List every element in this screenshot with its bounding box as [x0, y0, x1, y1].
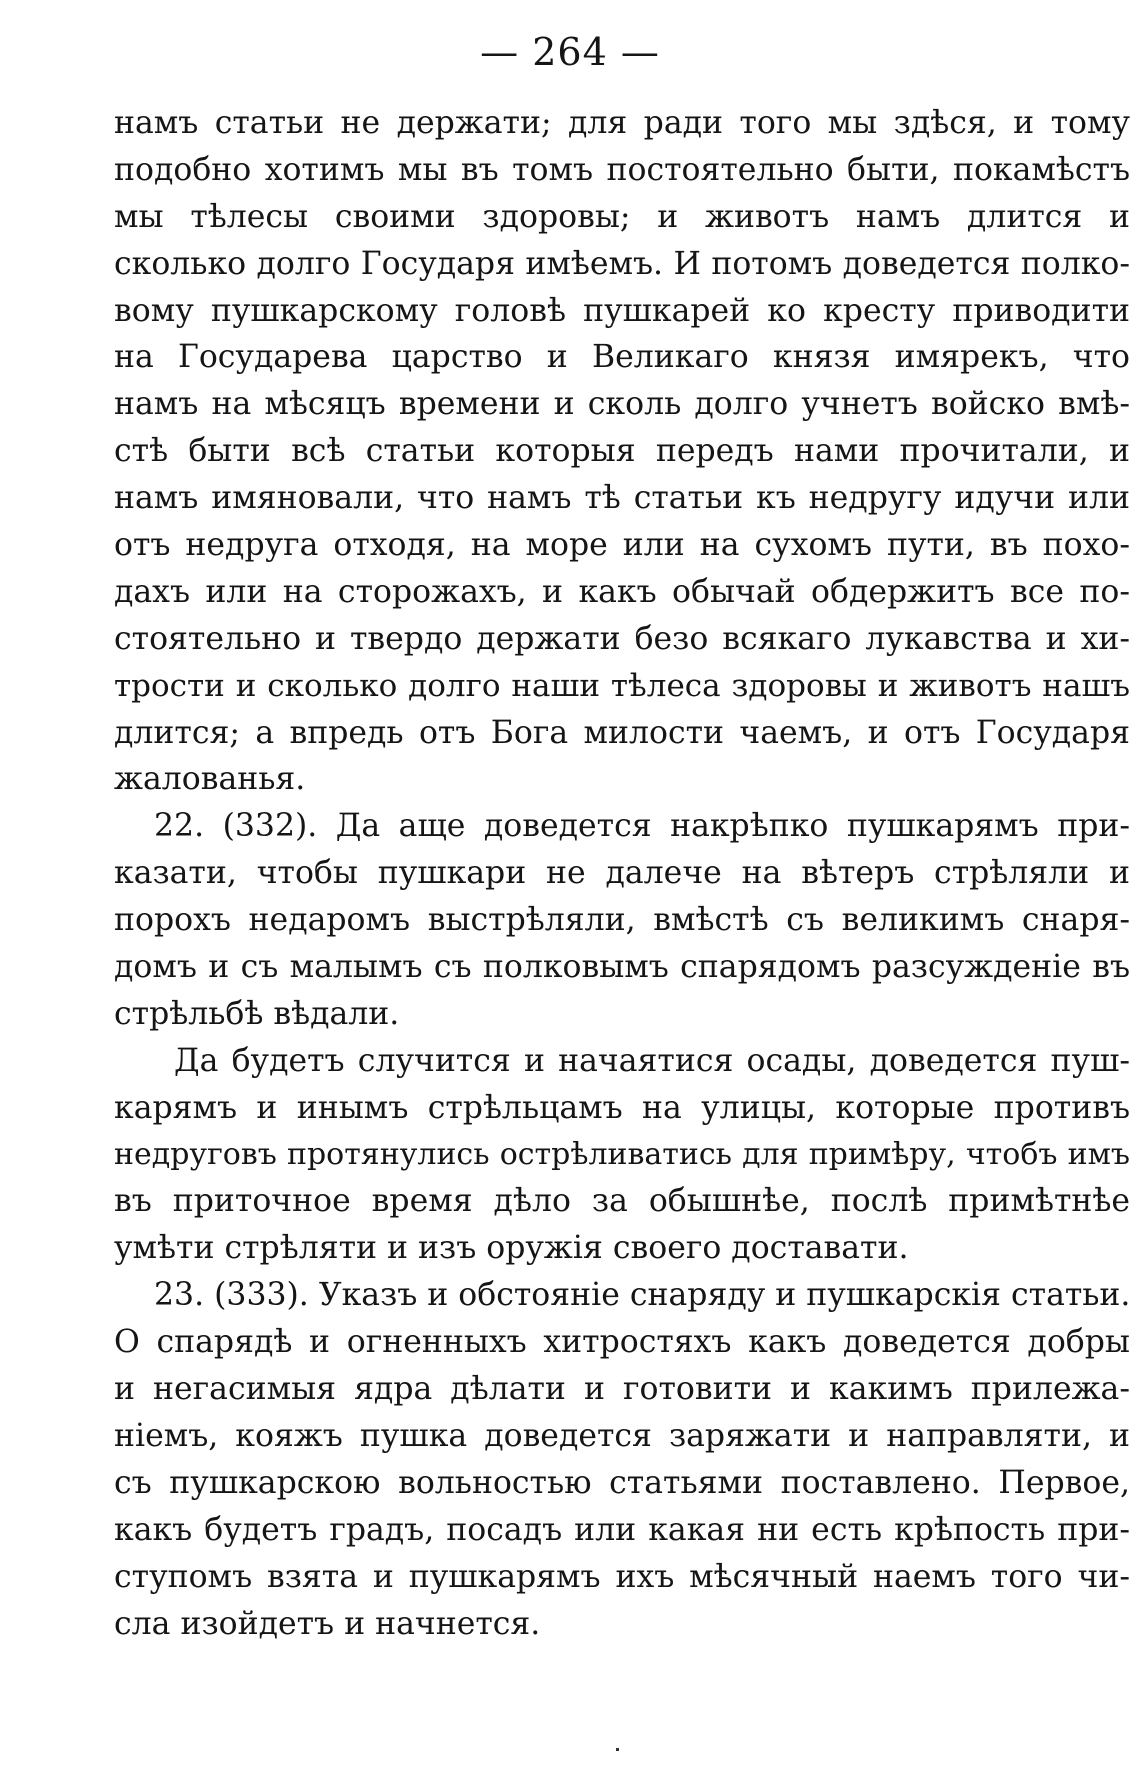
text-line: подобно хотимъ мы въ томъ постоятельно быти, покамѣстъ	[114, 151, 1130, 188]
text-line: намъ имяновали, что намъ тѣ статьи къ недругу идучи или	[114, 480, 1130, 517]
text-line: сла изойдетъ и начнется.	[114, 1605, 541, 1642]
text-line: намъ на мѣсяцъ времени и сколь долго учнетъ войско вмѣ-	[114, 386, 1130, 423]
text-line: ніемъ, кояжъ пушка доведется заряжати и направляти, и	[114, 1417, 1130, 1454]
text-line: О спарядѣ и огненныхъ хитростяхъ какъ доведется добры	[114, 1324, 1130, 1361]
text-line: вому пушкарскому головѣ пушкарей ко кресту приводити	[114, 292, 1130, 329]
text-line: и негасимыя ядра дѣлати и готовити и какимъ прилежа-	[114, 1371, 1130, 1408]
text-line: намъ статьи не держати; для ради того мы здѣся, и тому	[114, 105, 1130, 141]
text-line: карямъ и инымъ стрѣльцамъ на улицы, которые противъ	[114, 1089, 1130, 1126]
text-line: сколько долго Государя имѣемъ. И потомъ доведется полко-	[114, 245, 1130, 282]
text-line: домъ и съ малымъ съ полковымъ спарядомъ разсужденіе въ	[114, 949, 1130, 986]
body-text	[114, 100, 1130, 1647]
text-line: Да будетъ случится и начаятися осады, доведется пуш-	[174, 1042, 1130, 1079]
text-line: на Государева царство и Великаго князя имярекъ, что	[114, 339, 1130, 376]
text-line: трости и сколько долго наши тѣлеса здоровы и животъ нашъ	[114, 667, 1130, 704]
text-line: мы тѣлесы своими здоровы; и животъ намъ длится и	[114, 198, 1130, 235]
print-speck	[616, 1748, 619, 1751]
text-line: стоятельно и твердо держати безо всякаго лукавства и хи-	[114, 620, 1130, 657]
text-line: въ приточное время дѣло за обышнѣе, послѣ примѣтнѣе	[114, 1183, 1130, 1220]
text-line: какъ будетъ градъ, посадъ или какая ни есть крѣпость при-	[114, 1511, 1130, 1548]
text-line: стрѣльбѣ вѣдали.	[114, 995, 400, 1032]
text-line: 22. (332). Да аще доведется накрѣпко пушкарямъ при-	[154, 808, 1130, 845]
text-line: длится; а впредь отъ Бога милости чаемъ, и отъ Государя	[114, 714, 1130, 751]
page-number: — 264 —	[480, 30, 660, 74]
text-line: 23. (333). Указъ и обстояніе снаряду и пушкарскія статьи.	[154, 1277, 1131, 1314]
text-line: съ пушкарскою вольностью статьями поставлено. Первое,	[114, 1464, 1130, 1501]
text-line: жалованья.	[114, 761, 306, 798]
text-line: умѣти стрѣляти и изъ оружія своего доставати.	[114, 1230, 909, 1267]
text-line: порохъ недаромъ выстрѣляли, вмѣстѣ съ великимъ снаря-	[114, 902, 1130, 939]
text-line: стѣ быти всѣ статьи которыя передъ нами прочитали, и	[114, 433, 1130, 470]
text-line: дахъ или на сторожахъ, и какъ обычай обдержитъ все по-	[114, 573, 1130, 610]
text-line: отъ недруга отходя, на море или на сухомъ пути, въ похо-	[114, 527, 1130, 564]
text-line: ступомъ взята и пушкарямъ ихъ мѣсячный наемъ того чи-	[114, 1558, 1130, 1595]
text-line: казати, чтобы пушкари не далече на вѣтеръ стрѣляли и	[114, 855, 1130, 892]
text-line: недруговъ протянулись острѣливатись для примѣру, чтобъ имъ	[114, 1136, 1130, 1172]
